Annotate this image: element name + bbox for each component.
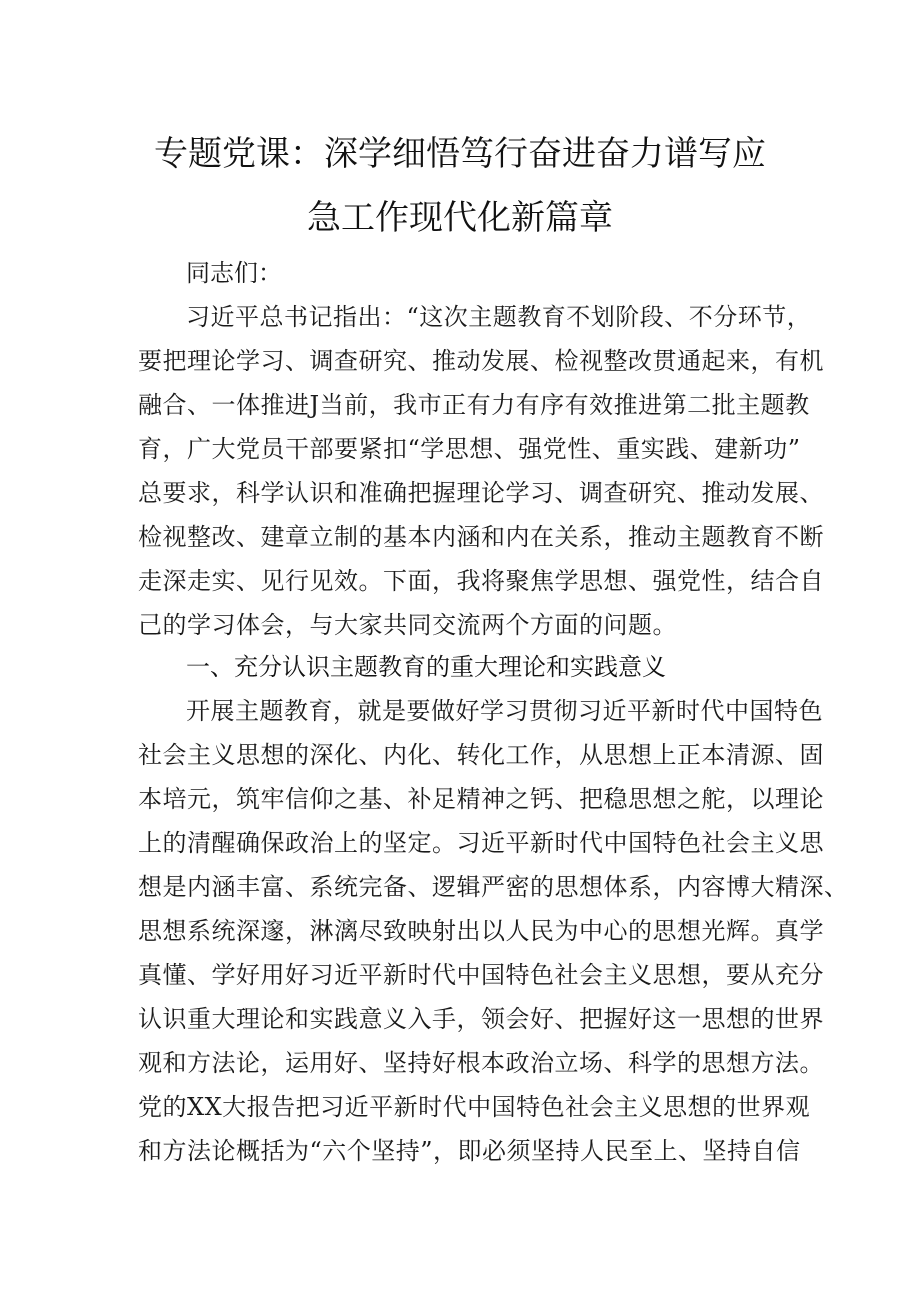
- para2-line: 观和方法论，运用好、坚持好根本政治立场、科学的思想方法。: [138, 1049, 824, 1077]
- para2-line: 上的清醒确保政治上的坚定。习近平新时代中国特色社会主义思: [138, 829, 824, 857]
- para2-line: 开展主题教育，就是要做好学习贯彻习近平新时代中国特色: [186, 697, 823, 725]
- para1-line: 习近平总书记指出：“这次主题教育不划阶段、不分环节，: [186, 303, 812, 331]
- para1-line: 己的学习体会，与大家共同交流两个方面的问题。: [138, 611, 677, 639]
- section-heading: 一、充分认识主题教育的重大理论和实践意义: [186, 653, 666, 681]
- para1-line: 检视整改、建章立制的基本内涵和内在关系，推动主题教育不断: [138, 523, 824, 551]
- para2-line: 本培元，筑牢信仰之基、补足精神之钙、把稳思想之舵，以理论: [138, 785, 824, 813]
- para2-line: 认识重大理论和实践意义入手，领会好、把握好这一思想的世界: [138, 1005, 824, 1033]
- para1-line: 总要求，科学认识和准确把握理论学习、调查研究、推动发展、: [138, 479, 824, 507]
- document-title-line2: 急工作现代化新篇章: [307, 198, 613, 238]
- para1-line: 走深走实、见行见效。下面，我将聚焦学思想、强党性，结合自: [138, 567, 824, 595]
- para2-line: 党的XX大报告把习近平新时代中国特色社会主义思想的世界观: [138, 1093, 811, 1121]
- para2-line: 思想系统深邃，淋漓尽致映射出以人民为中心的思想光辉。真学: [138, 917, 824, 945]
- para1-line: 融合、一体推进J当前，我市正有力有序有效推进第二批主题教: [138, 391, 810, 419]
- para2-line: 和方法论概括为“六个坚持”，即必须坚持人民至上、坚持自信: [138, 1137, 801, 1165]
- para1-line: 育，广大党员干部要紧扣“学思想、强党性、重实践、建新功”: [138, 435, 801, 463]
- document-title-line1: 专题党课：深学细悟笃行奋进奋力谱写应: [154, 134, 766, 174]
- para1-line: 要把理论学习、调查研究、推动发展、检视整改贯通起来，有机: [138, 347, 824, 375]
- para2-line: 社会主义思想的深化、内化、转化工作，从思想上正本清源、固: [138, 741, 824, 769]
- para2-line: 真懂、学好用好习近平新时代中国特色社会主义思想，要从充分: [138, 961, 824, 989]
- greeting: 同志们：: [186, 259, 282, 287]
- para2-line: 想是内涵丰富、系统完备、逻辑严密的思想体系，内容博大精深、: [138, 873, 849, 901]
